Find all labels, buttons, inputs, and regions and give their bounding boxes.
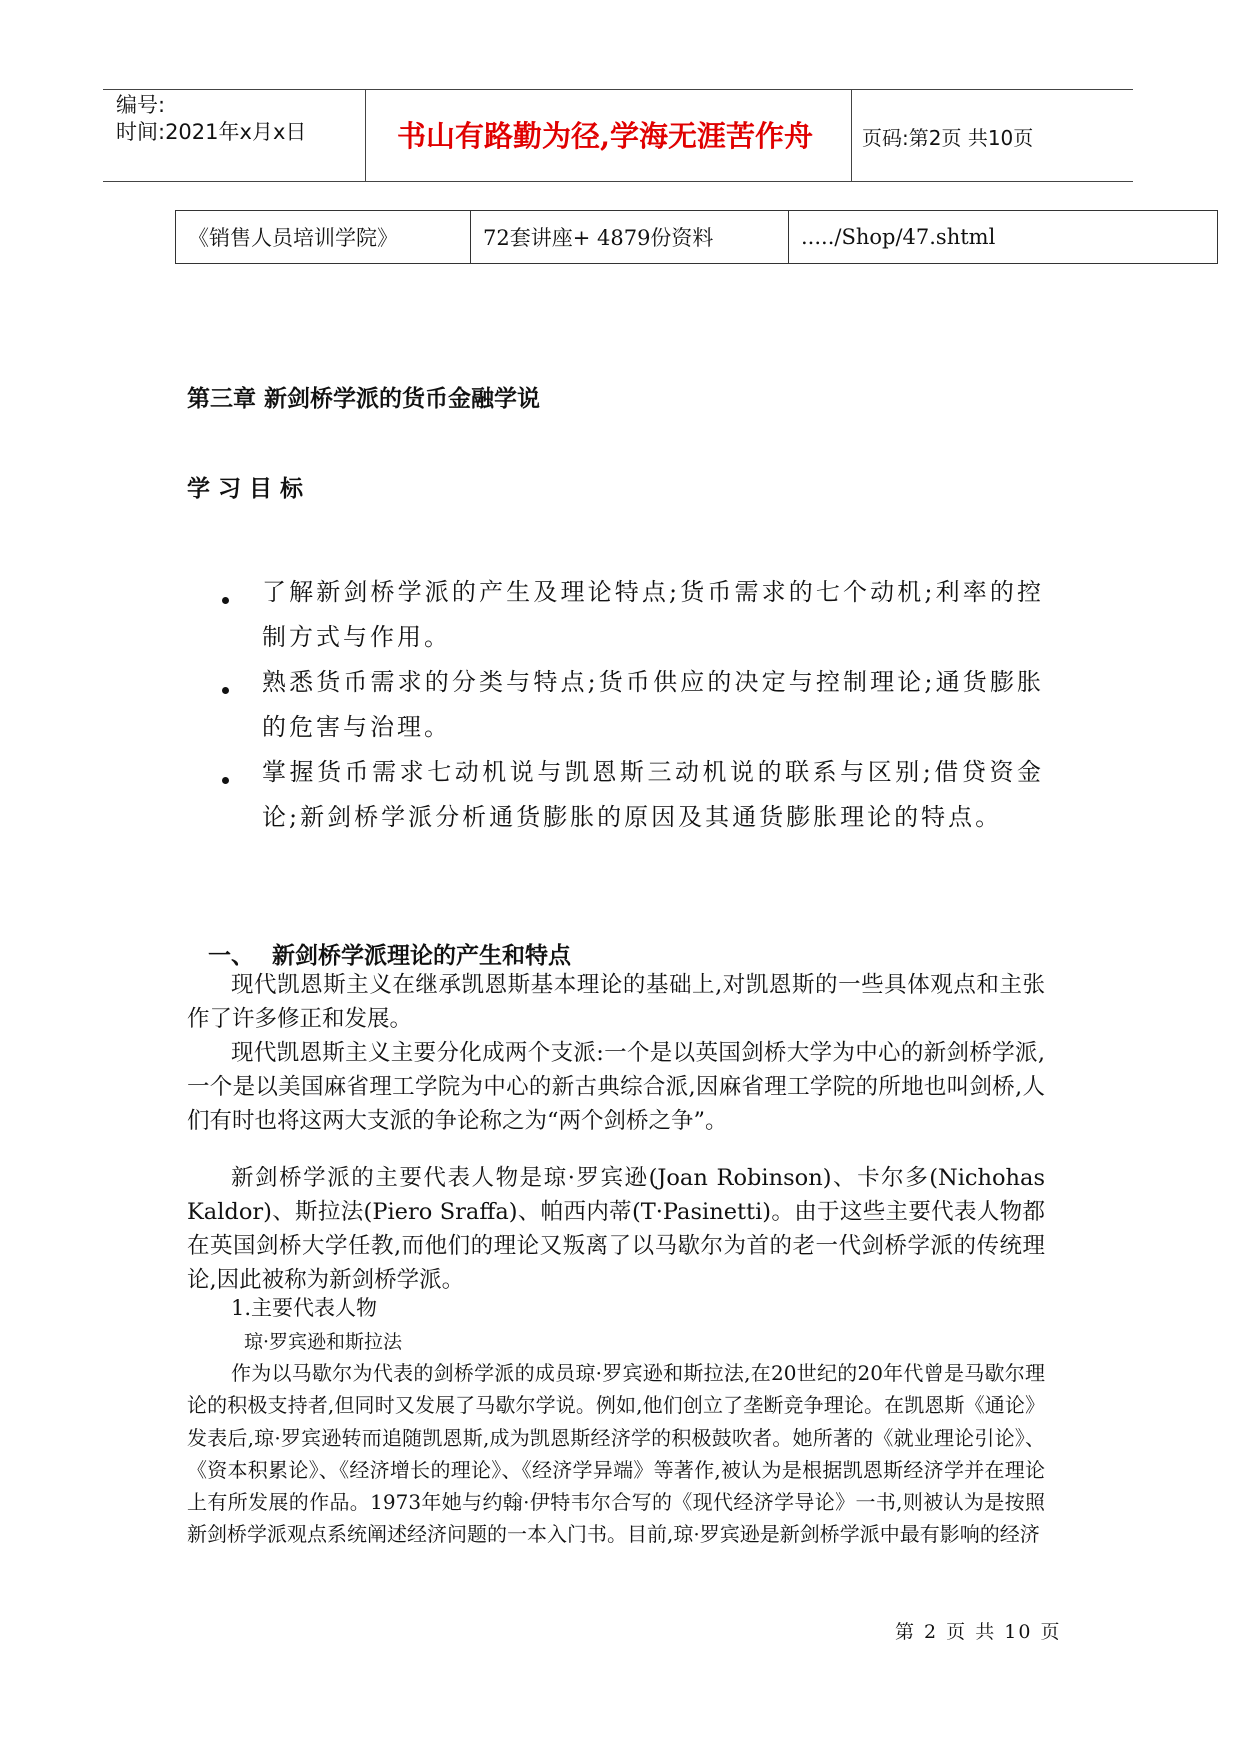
bullet-dot <box>222 777 229 784</box>
objective-item: 熟悉货币需求的分类与特点;货币供应的决定与控制理论;通货膨胀的危害与治理。 <box>262 668 1044 741</box>
body-paragraph: 新剑桥学派的主要代表人物是琼·罗宾逊(Joan Robinson)、卡尔多(Nichohas Kaldor)、斯拉法(Piero Sraffa)、帕西内蒂(T·Pasinetti)。由于这些主要代表人物都在英国剑桥大学任教,而他们的理论又叛离了以马歇尔为首的老一代剑桥学派的传统理论,因此被称为新剑桥学派。 <box>187 1165 1045 1293</box>
header-bottom-rule <box>103 181 1133 182</box>
section-title: 新剑桥学派理论的产生和特点 <box>272 943 571 969</box>
ad-cell-link[interactable]: ...../Shop/47.shtml <box>788 211 1217 263</box>
objectives-heading: 学习目标 <box>187 476 311 502</box>
document-number-label: 编号: <box>116 93 166 117</box>
section-number: 一、 <box>208 943 254 969</box>
header-motto: 书山有路勤为径,学海无涯苦作舟 <box>396 119 814 153</box>
body-paragraph: 作为以马歇尔为代表的剑桥学派的成员琼·罗宾逊和斯拉法,在20世纪的20年代曾是马歇尔理论的积极支持者,但同时又发展了马歇尔学说。例如,他们创立了垄断竞争理论。在凯恩斯《通论》发表后,琼·罗宾逊转而追随凯恩斯,成为凯恩斯经济学的积极鼓吹者。她所著的《就业理论引论》、《资本积累论》、《经济增长的理论》、《经济学异端》等著作,被认为是根据凯恩斯经济学并在理论上有所发展的作品。1973年她与约翰·伊特韦尔合写的《现代经济学导论》一书,则被认为是按照新剑桥学派观点系统阐述经济问题的一本入门书。目前,琼·罗宾逊是新剑桥学派中最有影响的经济 <box>187 1361 1045 1547</box>
body-paragraph: 现代凯恩斯主义在继承凯恩斯基本理论的基础上,对凯恩斯的一些具体观点和主张作了许多修正和发展。 <box>187 972 1045 1032</box>
subsection-heading: 1.主要代表人物 <box>231 1296 378 1320</box>
document-date-label: 时间:2021年x月x日 <box>116 120 307 144</box>
bullet-dot <box>222 597 229 604</box>
header-page-code: 页码:第2页 共10页 <box>862 126 1034 150</box>
header-top-rule <box>103 89 1133 90</box>
chapter-title: 第三章 新剑桥学派的货币金融学说 <box>187 386 541 412</box>
bullet-dot <box>222 687 229 694</box>
subsection-subheading: 琼·罗宾逊和斯拉法 <box>244 1331 403 1353</box>
page-footer: 第 2 页 共 10 页 <box>895 1621 1062 1643</box>
objective-item: 掌握货币需求七动机说与凯恩斯三动机说的联系与区别;借贷资金论;新剑桥学派分析通货膨胀的原因及其通货膨胀理论的特点。 <box>262 758 1044 831</box>
section-heading <box>208 937 571 970</box>
ad-table <box>175 210 1218 264</box>
header-divider-right <box>851 89 852 181</box>
ad-cell-title: 《销售人员培训学院》 <box>188 226 398 250</box>
ad-cell-resources: 72套讲座+ 4879份资料 <box>470 211 788 263</box>
objective-item: 了解新剑桥学派的产生及理论特点;货币需求的七个动机;利率的控制方式与作用。 <box>262 578 1044 651</box>
body-paragraph: 现代凯恩斯主义主要分化成两个支派:一个是以英国剑桥大学为中心的新剑桥学派,一个是以美国麻省理工学院为中心的新古典综合派,因麻省理工学院的所地也叫剑桥,人们有时也将这两大支派的争论称之为“两个剑桥之争”。 <box>187 1040 1045 1134</box>
